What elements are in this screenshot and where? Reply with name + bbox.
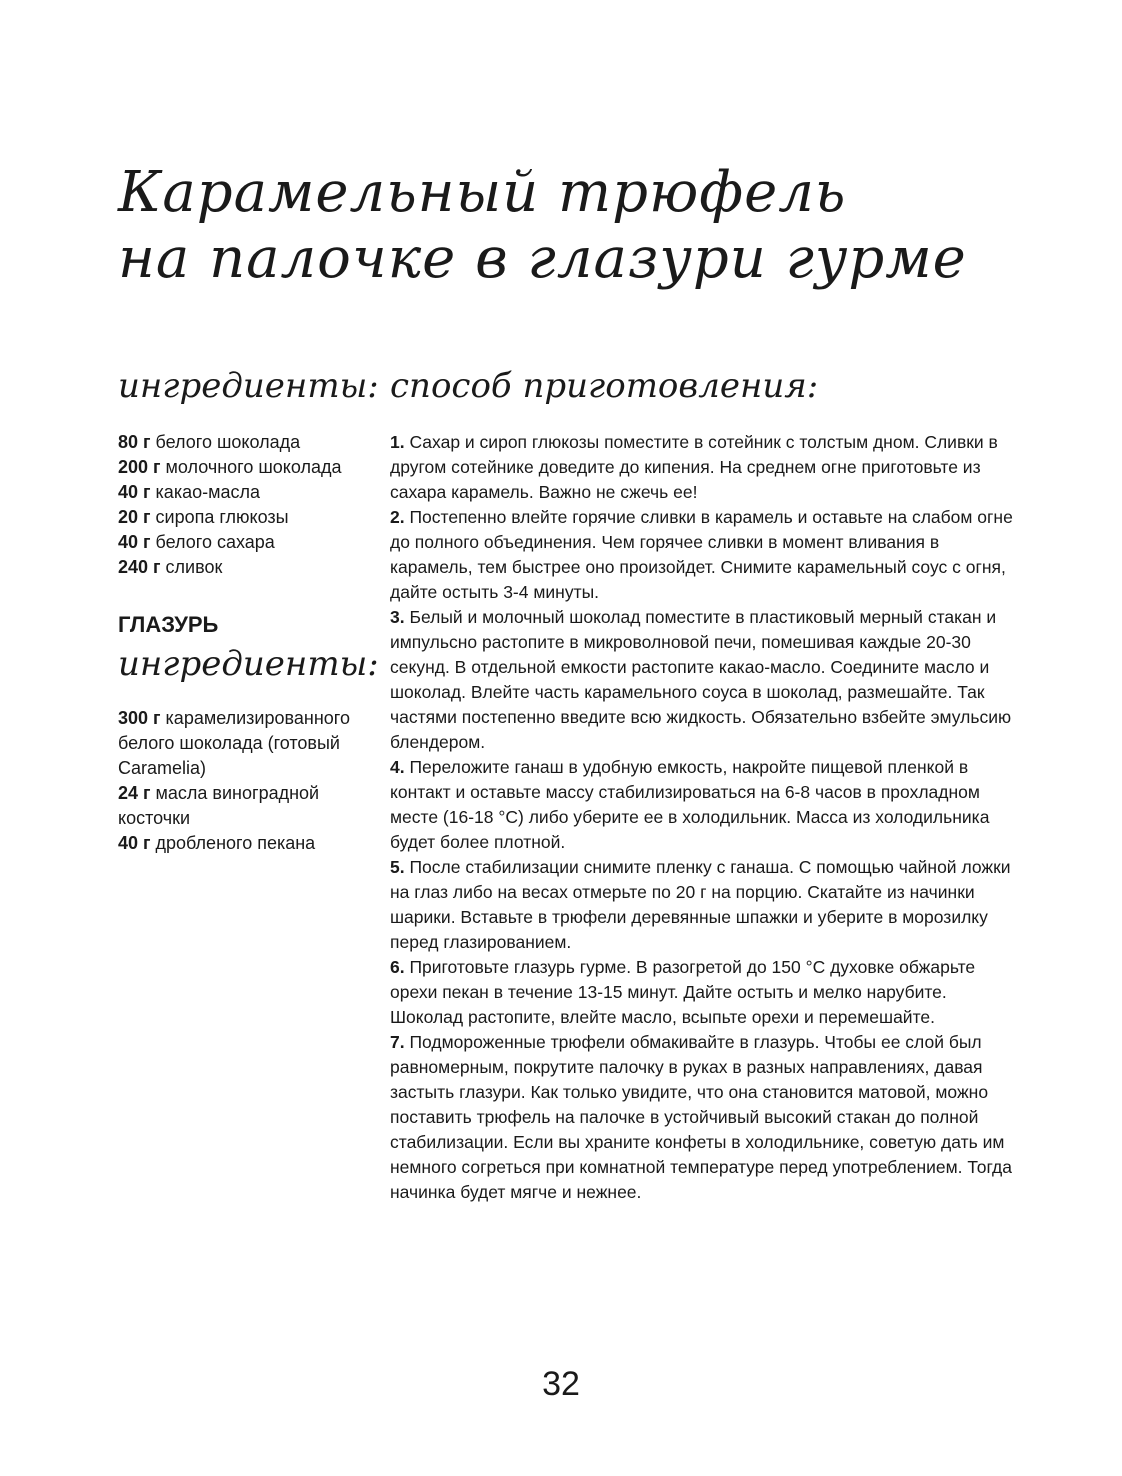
glaze-ingredient-item <box>118 706 368 781</box>
step-number: 3. <box>390 607 405 627</box>
ingredient-qty: 40 г <box>118 532 151 552</box>
step-text: Белый и молочный шоколад поместите в пластиковый мерный стакан и импульсно растопите в микроволновой печи, помешивая каждые 20-30 секунд. В отдельной емкости растопите какао-масло. Соедините масло и шоколад. Влейте часть карамельного соуса в шоколад, размешайте. Так частями постепенно введите всю жидкость. Обязательно взбейте эмульсию блендером. <box>390 607 1012 752</box>
method-step <box>390 755 1015 855</box>
step-text: Переложите ганаш в удобную емкость, накройте пищевой пленкой в контакт и оставьте массу стабилизироваться на 6-8 часов в прохладном месте (16-18 °С) либо уберите ее в холодильник. Масса из холодильника будет более плотной. <box>390 757 990 852</box>
method-step <box>390 430 1015 505</box>
ingredient-qty: 40 г <box>118 482 151 502</box>
glaze-ingredient-item <box>118 831 368 856</box>
method-step <box>390 505 1015 605</box>
step-number: 6. <box>390 957 405 977</box>
ingredient-text: какао-масла <box>150 482 260 502</box>
ingredient-item <box>118 505 368 530</box>
step-text: После стабилизации снимите пленку с ганаша. С помощью чайной ложки на глаз либо на весах отмерьте по 20 г на порцию. Скатайте из начинки шарики. Вставьте в трюфели деревянные шпажки и уберите в морозилку перед глазированием. <box>390 857 1011 952</box>
recipe-title <box>118 160 967 292</box>
page-number: 32 <box>542 1365 580 1403</box>
ingredient-item <box>118 430 368 455</box>
recipe-title-line-1: Карамельный трюфель <box>118 160 847 225</box>
ingredient-qty: 40 г <box>118 833 151 853</box>
ingredient-text: молочного шоколада <box>160 457 342 477</box>
method-step <box>390 605 1015 755</box>
ingredient-text: дробленого пекана <box>150 833 316 853</box>
step-text: Сахар и сироп глюкозы поместите в сотейник с толстым дном. Сливки в другом сотейнике доведите до кипения. На среднем огне приготовьте из сахара карамель. Важно не сжечь ее! <box>390 432 998 502</box>
method-step <box>390 1030 1015 1205</box>
step-number: 5. <box>390 857 405 877</box>
ingredient-text: сливок <box>160 557 223 577</box>
glaze-label: ГЛАЗУРЬ <box>118 612 219 637</box>
step-number: 1. <box>390 432 405 452</box>
ingredient-item <box>118 555 368 580</box>
step-text: Подмороженные трюфели обмакивайте в глазурь. Чтобы ее слой был равномерным, покрутите палочку в руках в разных направлениях, давая застыть глазури. Как только увидите, что она становится матовой, можно поставить трюфель на палочке в устойчивый высокий стакан до полной стабилизации. Если вы храните конфеты в холодильнике, советую дать им немного согреться при комнатной температуре перед употреблением. Тогда начинка будет мягче и нежнее. <box>390 1032 1013 1202</box>
ingredient-item <box>118 480 368 505</box>
glaze-ingredients-heading: ингредиенты: <box>118 644 379 684</box>
ingredient-qty: 20 г <box>118 507 151 527</box>
step-number: 2. <box>390 507 405 527</box>
method-step <box>390 855 1015 955</box>
step-number: 4. <box>390 757 405 777</box>
method-heading: способ приготовления: <box>390 366 819 406</box>
step-number: 7. <box>390 1032 405 1052</box>
ingredient-item <box>118 530 368 555</box>
ingredient-qty: 300 г <box>118 708 161 728</box>
ingredients-column <box>118 366 379 856</box>
ingredient-qty: 24 г <box>118 783 151 803</box>
ingredient-text: масла виноградной косточки <box>118 783 320 828</box>
ingredient-item <box>118 455 368 480</box>
method-step <box>390 955 1015 1030</box>
method-steps <box>390 430 1015 1205</box>
ingredient-qty: 200 г <box>118 457 161 477</box>
ingredients-list <box>118 430 368 580</box>
ingredient-qty: 240 г <box>118 557 161 577</box>
ingredient-text: сиропа глюкозы <box>150 507 289 527</box>
recipe-title-line-2: на палочке в глазури гурме <box>118 226 967 291</box>
ingredient-text: белого шоколада <box>150 432 301 452</box>
glaze-ingredient-item <box>118 781 368 831</box>
step-text: Постепенно влейте горячие сливки в карамель и оставьте на слабом огне до полного объединения. Чем горячее сливки в момент вливания в карамель, тем быстрее оно произойдет. Снимите карамельный соус с огня, дайте остыть 3-4 минуты. <box>390 507 1013 602</box>
method-column <box>390 366 1015 1205</box>
ingredient-text: белого сахара <box>150 532 275 552</box>
ingredient-text: карамелизированного белого шоколада (готовый Caramelia) <box>118 708 350 778</box>
step-text: Приготовьте глазурь гурме. В разогретой до 150 °С духовке обжарьте орехи пекан в течение 13-15 минут. Дайте остыть и мелко нарубите. Шоколад растопите, влейте масло, всыпьте орехи и перемешайте. <box>390 957 976 1027</box>
ingredients-heading: ингредиенты: <box>118 366 379 406</box>
ingredient-qty: 80 г <box>118 432 151 452</box>
glaze-ingredients-list <box>118 706 368 856</box>
